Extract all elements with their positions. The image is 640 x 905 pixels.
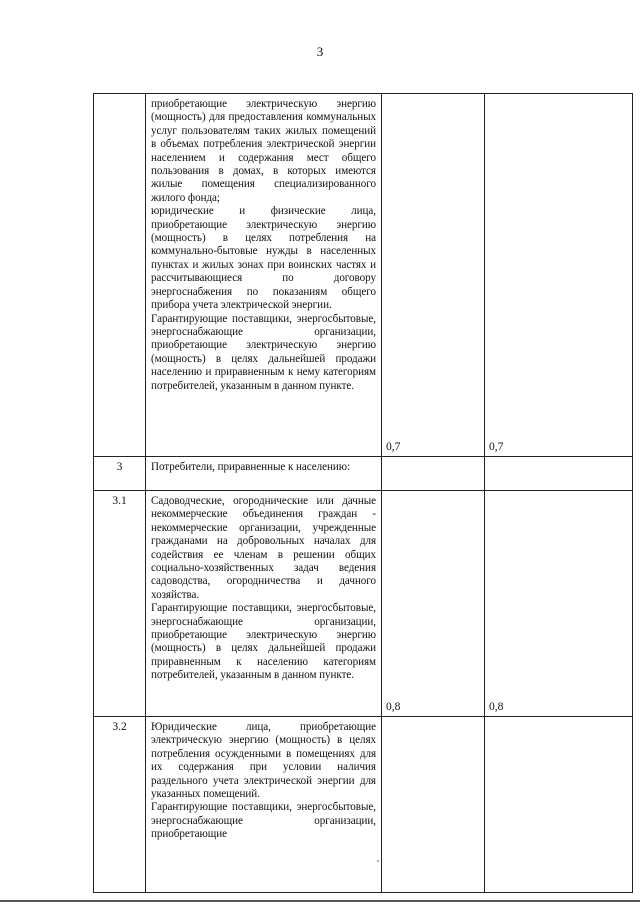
- row-description: [146, 491, 382, 717]
- coefficient-cell: [485, 457, 633, 491]
- table-row: [94, 94, 633, 457]
- scan-speck: [377, 860, 379, 862]
- description-paragraph: Гарантирующие поставщики, энергосбытовые, энергоснабжающие организации, приобретающие электрическую энергию (мощность) в целях дальнейшей продажи населению и приравненным к нему категориям потребителей, указанным в данном пункте.: [151, 312, 376, 392]
- row-description: [146, 717, 382, 893]
- scan-bottom-edge: [0, 900, 640, 902]
- page-number: 3: [316, 44, 324, 59]
- coefficient-cell: [382, 491, 485, 717]
- description-paragraph: Потребители, приравненные к населению:: [151, 461, 351, 473]
- coefficient-cell: [485, 491, 633, 717]
- coefficient-cell: [382, 717, 485, 893]
- row-description: [146, 94, 382, 457]
- row-number: [94, 94, 146, 457]
- table-row: [94, 717, 633, 893]
- description-paragraph: Гарантирующие поставщики, энергосбытовые, энергоснабжающие организации, приобретающие: [151, 801, 376, 841]
- row-number: 3.1: [94, 491, 146, 717]
- coefficient-cell: [485, 717, 633, 893]
- description-paragraph: Гарантирующие поставщики, энергосбытовые, энергоснабжающие организации, приобретающие электрическую энергию (мощность) в целях дальнейшей продажи приравненным к населению категориям потребителей, указанным в данном пункте.: [151, 602, 376, 682]
- coefficient-value: 0,7: [489, 441, 504, 453]
- coefficient-value: 0,8: [386, 701, 401, 713]
- table-row: [94, 457, 633, 491]
- coefficient-value: 0,7: [386, 441, 401, 453]
- coefficient-cell: [485, 94, 633, 457]
- coefficient-value: 0,8: [489, 701, 504, 713]
- coefficient-cell: [382, 94, 485, 457]
- description-paragraph: Юридические лица, приобретающие электрическую энергию (мощность) в целях потребления осужденными в помещениях для их содержания при условии наличия раздельного учета электрической энергии для указанных помещений.: [151, 721, 376, 801]
- row-number: 3: [94, 457, 146, 491]
- description-paragraph: приобретающие электрическую энергию (мощность) для предоставления коммунальных услуг пользователям таких жилых помещений в объемах потребления электрической энергии населением и содержания мест общего пользования в домах, в которых имеются жилые помещения специализированного жилого фонда;: [151, 98, 376, 204]
- description-paragraph: Садоводческие, огороднические или дачные некоммерческие объединения граждан - некоммерческие организации, учрежденные гражданами на добровольных началах для содействия ее членам в решении общих социально-хозяйственных задач ведения садоводства, огородничества и дачного хозяйства.: [151, 495, 376, 601]
- row-description: [146, 457, 382, 491]
- description-paragraph: юридические и физические лица, приобретающие электрическую энергию (мощность) в целях потребления на коммунально-бытовые нужды в населенных пунктах и жилых зонах при воинских частях и рассчитывающиеся по договору энергоснабжения по показаниям общего прибора учета электрической энергии.: [151, 205, 376, 312]
- table-row: [94, 491, 633, 717]
- coefficient-cell: [382, 457, 485, 491]
- tariff-table: [93, 93, 633, 893]
- row-number: 3.2: [94, 717, 146, 893]
